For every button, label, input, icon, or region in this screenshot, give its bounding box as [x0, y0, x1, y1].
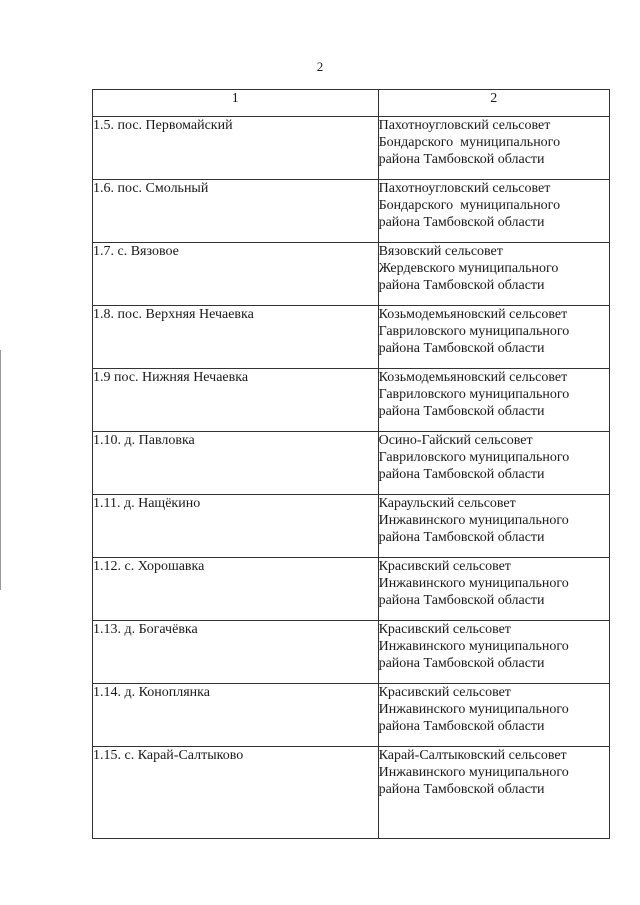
- council-cell: [378, 306, 609, 369]
- council-line: Красивский сельсовет: [378, 685, 511, 700]
- council-cell: [378, 747, 609, 839]
- table-header-row: [93, 90, 610, 117]
- council-cell: [378, 495, 609, 558]
- table-row: [93, 747, 610, 839]
- council-cell: [378, 117, 609, 180]
- district-line: Жердевского муниципального: [378, 261, 559, 276]
- scan-margin-mark: [0, 350, 1, 590]
- region-line: района Тамбовской области: [378, 404, 545, 419]
- council-line: Красивский сельсовет: [378, 559, 511, 574]
- region-line: района Тамбовской области: [378, 530, 545, 545]
- council-cell: [378, 180, 609, 243]
- district-line: Бондарского муниципального: [378, 135, 561, 150]
- district-line: Инжавинского муниципального: [378, 702, 569, 717]
- council-line: Осино-Гайский сельсовет: [378, 433, 533, 448]
- region-line: района Тамбовской области: [378, 719, 545, 734]
- settlement-cell: 1.15. с. Карай-Салтыково: [93, 747, 379, 839]
- district-line: Инжавинского муниципального: [378, 639, 569, 654]
- council-cell: [378, 369, 609, 432]
- settlement-cell: 1.11. д. Нащёкино: [93, 495, 379, 558]
- table-row: [93, 495, 610, 558]
- region-line: района Тамбовской области: [378, 782, 545, 797]
- settlement-cell: 1.8. пос. Верхняя Нечаевка: [93, 306, 379, 369]
- settlement-cell: 1.10. д. Павловка: [93, 432, 379, 495]
- district-line: Бондарского муниципального: [378, 198, 561, 213]
- settlement-cell: 1.13. д. Богачёвка: [93, 621, 379, 684]
- settlement-cell: 1.14. д. Коноплянка: [93, 684, 379, 747]
- table-row: [93, 117, 610, 180]
- council-line: Красивский сельсовет: [378, 622, 511, 637]
- column-header-1: 1: [93, 90, 379, 117]
- settlement-cell: 1.7. с. Вязовое: [93, 243, 379, 306]
- district-line: Инжавинского муниципального: [378, 513, 569, 528]
- region-line: района Тамбовской области: [378, 656, 545, 671]
- region-line: района Тамбовской области: [378, 593, 545, 608]
- table-row: [93, 369, 610, 432]
- council-line: Вязовский сельсовет: [378, 244, 503, 259]
- region-line: района Тамбовской области: [378, 278, 545, 293]
- council-line: Карай-Салтыковский сельсовет: [378, 748, 567, 763]
- table-row: [93, 306, 610, 369]
- council-cell: [378, 243, 609, 306]
- settlements-table: [92, 89, 610, 839]
- table-row: [93, 558, 610, 621]
- region-line: района Тамбовской области: [378, 215, 545, 230]
- council-cell: [378, 621, 609, 684]
- table-row: [93, 684, 610, 747]
- district-line: Гавриловского муниципального: [378, 324, 570, 339]
- district-line: Инжавинского муниципального: [378, 765, 569, 780]
- council-line: Караульский сельсовет: [378, 496, 516, 511]
- settlement-cell: 1.5. пос. Первомайский: [93, 117, 379, 180]
- region-line: района Тамбовской области: [378, 467, 545, 482]
- region-line: района Тамбовской области: [378, 341, 545, 356]
- council-line: Пахотноугловский сельсовет: [378, 181, 551, 196]
- district-line: Гавриловского муниципального: [378, 387, 570, 402]
- council-line: Козьмодемьяновский сельсовет: [378, 370, 568, 385]
- council-line: Пахотноугловский сельсовет: [378, 118, 551, 133]
- council-cell: [378, 432, 609, 495]
- table-row: [93, 621, 610, 684]
- council-cell: [378, 558, 609, 621]
- table-row: [93, 180, 610, 243]
- table-row: [93, 432, 610, 495]
- settlement-cell: 1.9 пос. Нижняя Нечаевка: [93, 369, 379, 432]
- council-cell: [378, 684, 609, 747]
- council-line: Козьмодемьяновский сельсовет: [378, 307, 568, 322]
- table-row: [93, 243, 610, 306]
- column-header-2: 2: [378, 90, 609, 117]
- settlement-cell: 1.6. пос. Смольный: [93, 180, 379, 243]
- region-line: района Тамбовской области: [378, 152, 545, 167]
- district-line: Инжавинского муниципального: [378, 576, 569, 591]
- district-line: Гавриловского муниципального: [378, 450, 570, 465]
- settlement-cell: 1.12. с. Хорошавка: [93, 558, 379, 621]
- page-number: 2: [316, 59, 324, 74]
